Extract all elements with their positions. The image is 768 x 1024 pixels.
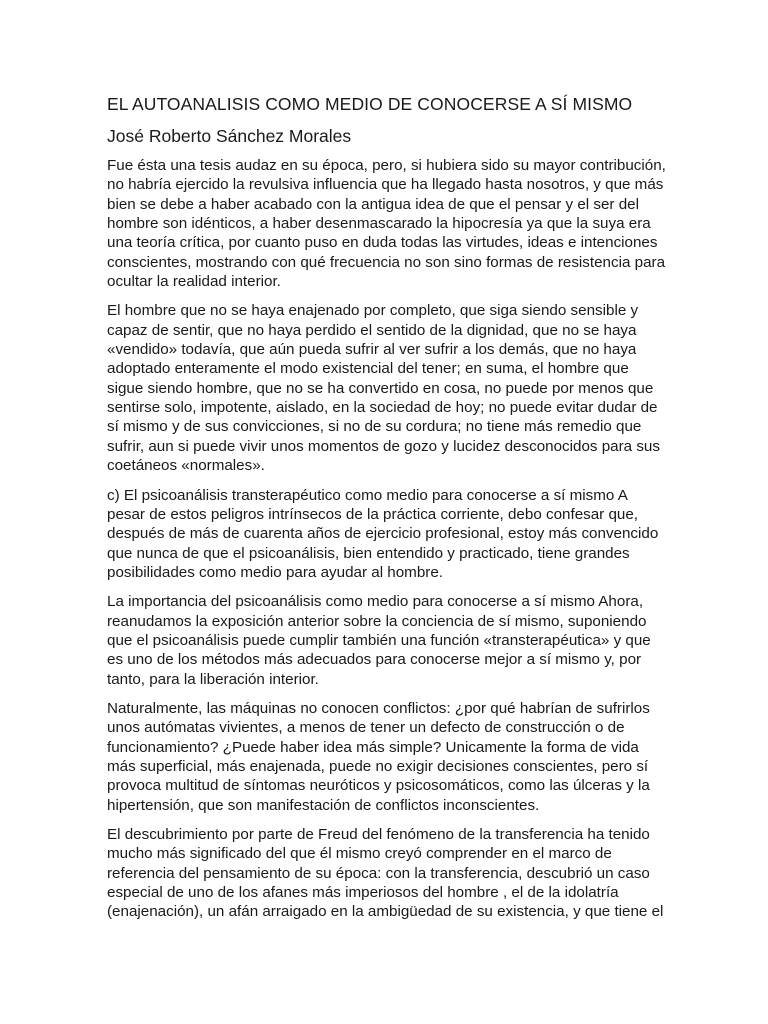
paragraph-line: que el psicoanálisis puede cumplir también una función «transterapéutica» y que (107, 631, 651, 649)
paragraph-line: una teoría crítica, por cuanto puso en duda todas las virtudes, ideas e intenciones (107, 234, 658, 252)
paragraph-line: no habría ejercido la revulsiva influencia que ha llegado hasta nosotros, y que más (107, 176, 664, 194)
paragraph-2 (107, 301, 667, 475)
paragraph-line: después de más de cuarenta años de ejercicio profesional, estoy más convencido (107, 525, 659, 543)
paragraph-line: bien se debe a haber acabado con la antigua idea de que el pensar y el ser del (107, 195, 639, 213)
paragraph-line: adoptado enteramente el modo existencial del tener; en suma, el hombre que (107, 360, 629, 378)
paragraph-line: tanto, para la liberación interior. (107, 670, 319, 688)
paragraph-line: hombre son idénticos, a haber desenmascarado la hipocresía ya que la suya era (107, 215, 651, 233)
paragraph-1 (107, 156, 667, 291)
paragraph-line: reanudamos la exposición anterior sobre la conciencia de sí mismo, suponiendo (107, 612, 647, 630)
paragraph-line: unos autómatas vivientes, a menos de tener un defecto de construcción o de (107, 719, 625, 737)
paragraph-line: «vendido» todavía, que aún pueda sufrir al ver sufrir a los demás, que no haya (107, 341, 637, 359)
paragraph-line: referencia del pensamiento de su época: con la transferencia, descubrió un caso (107, 864, 650, 882)
paragraph-6 (107, 825, 667, 922)
paragraph-4 (107, 592, 667, 689)
paragraph-5 (107, 699, 667, 815)
paragraph-line: posibilidades como medio para ayudar al hombre. (107, 563, 444, 581)
paragraph-line: hipertensión, que son manifestación de conflictos inconscientes. (107, 796, 540, 814)
paragraph-line: funcionamiento? ¿Puede haber idea más simple? Unicamente la forma de vida (107, 738, 639, 756)
paragraph-line: sigue siendo hombre, que no se ha convertido en cosa, no puede por menos que (107, 379, 654, 397)
paragraph-line: más superficial, más enajenada, puede no exigir decisiones conscientes, pero sí (107, 757, 649, 775)
paragraph-line: pesar de estos peligros intrínsecos de la práctica corriente, debo confesar que, (107, 505, 639, 523)
document-title: EL AUTOANALISIS COMO MEDIO DE CONOCERSE A SÍ MISMO (107, 94, 633, 114)
paragraph-line: El hombre que no se haya enajenado por completo, que siga siendo sensible y (107, 302, 639, 320)
paragraph-line: (enajenación), un afán arraigado en la ambigüedad de su existencia, y que tiene el (107, 903, 664, 921)
paragraph-line: sufrir, aun si puede vivir unos momentos de gozo y lucidez desconocidos para sus (107, 437, 660, 455)
document-author: José Roberto Sánchez Morales (107, 126, 352, 146)
paragraph-line: Naturalmente, las máquinas no conocen conflictos: ¿por qué habrían de sufrirlos (107, 699, 650, 717)
paragraph-line: provoca multitud de síntomas neuróticos y psicosomáticos, como las úlceras y la (107, 777, 650, 795)
paragraph-line: capaz de sentir, que no haya perdido el sentido de la dignidad, que no se haya (107, 321, 637, 339)
paragraph-line: especial de uno de los afanes más imperiosos del hombre , el de la idolatría (107, 884, 619, 902)
paragraph-line: conscientes, mostrando con qué frecuencia no son sino formas de resistencia para (107, 253, 666, 271)
paragraph-line: La importancia del psicoanálisis como medio para conocerse a sí mismo Ahora, (107, 593, 644, 611)
paragraph-line: coetáneos «normales». (107, 457, 265, 475)
paragraph-line: El descubrimiento por parte de Freud del fenómeno de la transferencia ha tenido (107, 826, 650, 843)
document-page (107, 92, 667, 932)
paragraph-line: sentirse solo, impotente, aislado, en la sociedad de hoy; no puede evitar dudar de (107, 399, 658, 417)
paragraph-line: ocultar la realidad interior. (107, 273, 281, 291)
paragraph-line: mucho más significado del que él mismo creyó comprender en el marco de (107, 845, 612, 863)
paragraph-line: sí mismo y de sus convicciones, si no de su cordura; no tiene más remedio que (107, 418, 642, 436)
paragraph-3 (107, 486, 667, 583)
paragraph-line: es uno de los métodos más adecuados para conocerse mejor a sí mismo y, por (107, 651, 642, 669)
paragraph-line: c) El psicoanálisis transterapéutico como medio para conocerse a sí mismo A (107, 486, 628, 504)
paragraph-line: que nunca de que el psicoanálisis, bien entendido y practicado, tiene grandes (107, 544, 630, 562)
paragraph-line: Fue ésta una tesis audaz en su época, pero, si hubiera sido su mayor contribución, (107, 157, 666, 174)
